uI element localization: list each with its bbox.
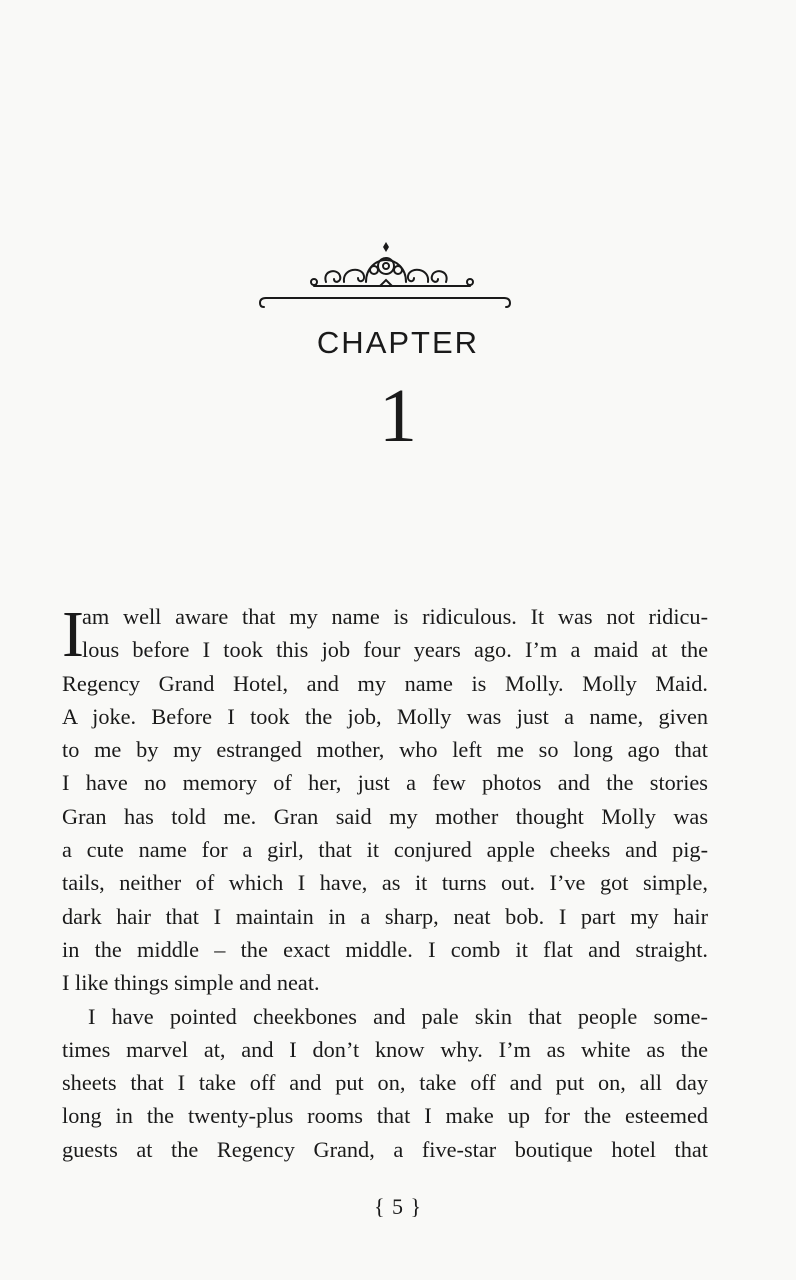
text-line: Gran has told me. Gran said my mother thought Molly was	[62, 803, 708, 829]
drop-cap: I	[62, 598, 84, 671]
chapter-body	[62, 600, 708, 1166]
text-line: I have pointed cheekbones and pale skin that people some-	[88, 1003, 708, 1029]
chapter-ornament	[0, 236, 796, 316]
chapter-label: CHAPTER	[316, 325, 480, 360]
text-line: tails, neither of which I have, as it turns out. I’ve got simple,	[62, 870, 708, 896]
text-line: long in the twenty-plus rooms that I make up for the esteemed	[62, 1103, 708, 1129]
text-line: I have no memory of her, just a few photos and the stories	[62, 770, 708, 796]
text-line: to me by my estranged mother, who left me so long ago that	[62, 737, 708, 763]
text-line: in the middle – the exact middle. I comb it flat and straight.	[62, 936, 708, 962]
page-number: { 5 }	[373, 1194, 423, 1219]
text-line: am well aware that my name is ridiculous. It was not ridicu-	[82, 604, 708, 629]
text-line: Regency Grand Hotel, and my name is Molly. Molly Maid.	[62, 670, 708, 696]
text-line: times marvel at, and I don’t know why. I’m as white as the	[62, 1036, 708, 1062]
text-line: A joke. Before I took the job, Molly was just a name, given	[62, 703, 708, 729]
text-line: sheets that I take off and put on, take off and put on, all day	[62, 1070, 708, 1096]
chapter-number: 1	[379, 374, 417, 458]
text-line: dark hair that I maintain in a sharp, neat bob. I part my hair	[62, 903, 708, 929]
text-line: I like things simple and neat.	[62, 970, 320, 996]
text-line: a cute name for a girl, that it conjured apple cheeks and pig-	[62, 837, 708, 863]
text-line: lous before I took this job four years ago. I’m a maid at the	[82, 637, 708, 663]
text-line: guests at the Regency Grand, a five-star boutique hotel that	[62, 1136, 708, 1162]
